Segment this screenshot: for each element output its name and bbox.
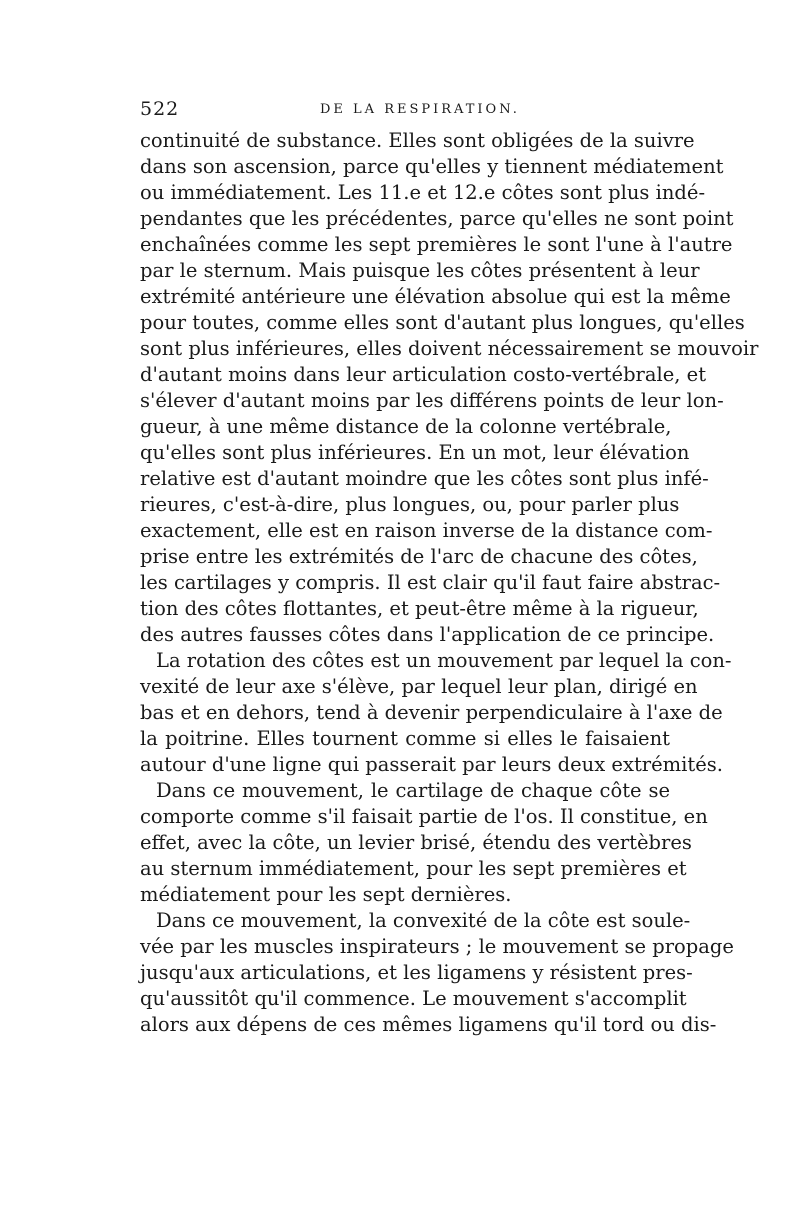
paragraph-end-line: médiatement pour les sept dernières. [140,883,512,906]
text-line: dans son ascension, parce qu'elles y tiennent médiatement [140,155,724,178]
text-line: enchaînées comme les sept premières le sont l'une à l'autre [140,233,733,256]
text-line: extrémité antérieure une élévation absolue qui est la même [140,285,731,308]
text-line: au sternum immédiatement, pour les sept premières et [140,857,687,880]
text-line: bas et en dehors, tend à devenir perpendiculaire à l'axe de [140,701,723,724]
text-line: par le sternum. Mais puisque les côtes présentent à leur [140,259,700,282]
text-line: prise entre les extrémités de l'arc de chacune des côtes, [140,545,698,568]
text-line: vexité de leur axe s'élève, par lequel leur plan, dirigé en [140,675,698,698]
text-line: pendantes que les précédentes, parce qu'elles ne sont point [140,207,734,230]
text-line: rieures, c'est-à-dire, plus longues, ou, pour parler plus [140,493,680,516]
paragraph-end-line: des autres fausses côtes dans l'application de ce principe. [140,623,715,646]
text-line: ou immédiatement. Les 11.e et 12.e côtes sont plus indé- [140,181,706,204]
text-line: sont plus inférieures, elles doivent nécessairement se mouvoir [140,337,759,360]
text-line: tion des côtes flottantes, et peut-être même à la rigueur, [140,597,699,620]
paragraph-start-line: Dans ce mouvement, la convexité de la côte est soule- [156,909,691,932]
text-line: qu'elles sont plus inférieures. En un mot, leur élévation [140,441,690,464]
text-line: continuité de substance. Elles sont obligées de la suivre [140,129,695,152]
text-line: les cartilages y compris. Il est clair qu'il faut faire abstrac- [140,571,721,594]
paragraph-end-line: autour d'une ligne qui passerait par leurs deux extrémités. [140,753,723,776]
text-line: vée par les muscles inspirateurs ; le mouvement se propage [140,935,734,958]
text-line: exactement, elle est en raison inverse de la distance com- [140,519,713,542]
text-line: effet, avec la côte, un levier brisé, étendu des vertèbres [140,831,692,854]
paragraph-start-line: Dans ce mouvement, le cartilage de chaque côte se [156,779,670,802]
text-line: d'autant moins dans leur articulation costo-vertébrale, et [140,363,707,386]
text-line: alors aux dépens de ces mêmes ligamens qu'il tord ou dis- [140,1013,717,1036]
body-text [140,128,759,1038]
text-line: pour toutes, comme elles sont d'autant plus longues, qu'elles [140,311,745,334]
text-line: qu'aussitôt qu'il commence. Le mouvement s'accomplit [140,987,687,1010]
text-line: gueur, à une même distance de la colonne vertébrale, [140,415,672,438]
page-header [140,98,670,122]
text-line: s'élever d'autant moins par les différens points de leur lon- [140,389,724,412]
text-line: jusqu'aux articulations, et les ligamens y résistent pres- [140,961,693,984]
text-line: la poitrine. Elles tournent comme si elles le faisaient [140,727,670,750]
text-line: relative est d'autant moindre que les côtes sont plus infé- [140,467,709,490]
page-number: 522 [140,98,180,120]
text-line: comporte comme s'il faisait partie de l'os. Il constitue, en [140,805,708,828]
running-title: DE LA RESPIRATION. [320,102,520,117]
paragraph-start-line: La rotation des côtes est un mouvement par lequel la con- [156,649,732,672]
